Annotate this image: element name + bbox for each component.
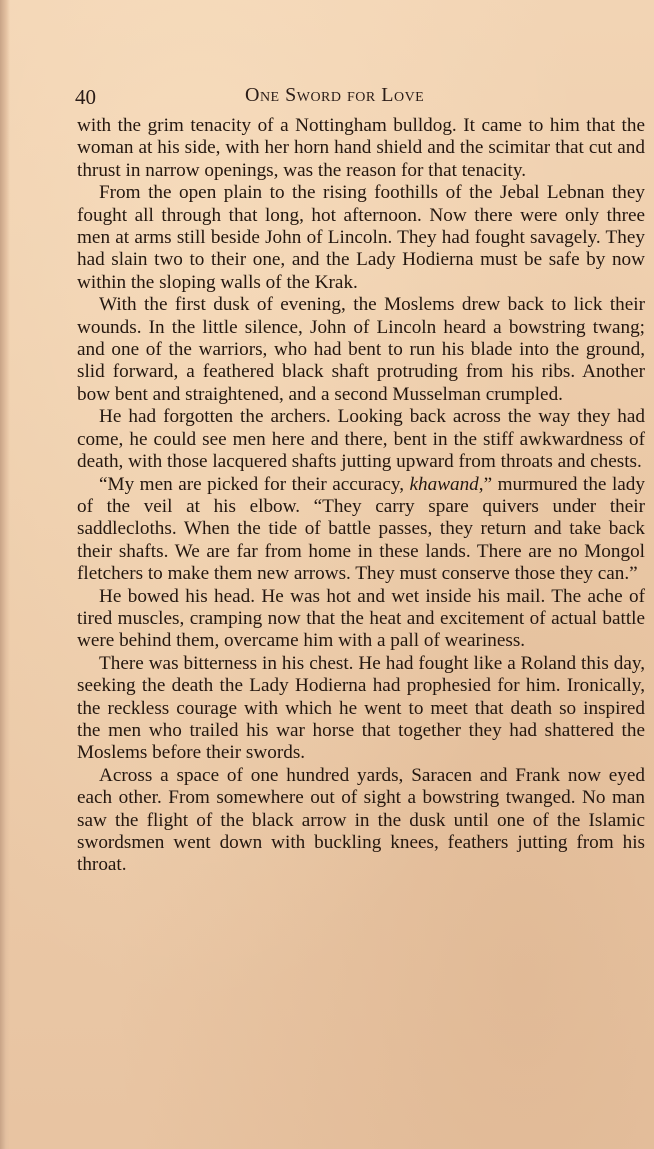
running-title: One Sword for Love — [245, 84, 425, 106]
page-header — [75, 82, 635, 110]
paragraph: with the grim tenacity of a Nottingham bulldog. It came to him that the woman at his side, with her horn hand shield and the scimitar that cut and thrust in narrow openings, was the reason for that tenacity. — [77, 115, 645, 181]
italic-term: khawand — [409, 473, 479, 495]
paragraph: He had forgotten the archers. Looking back across the way they had come, he could see men here and there, bent in the stiff awkwardness of death, with those lacquered shafts jutting upward from throats and chests. — [77, 406, 645, 473]
body-text — [77, 115, 645, 877]
paragraph: He bowed his head. He was hot and wet inside his mail. The ache of tired muscles, cramping now that the heat and excitement of actual battle were behind them, overcame him with a pall of weariness. — [77, 585, 645, 652]
paragraph: With the first dusk of evening, the Moslems drew back to lick their wounds. In the little silence, John of Lincoln heard a bowstring twang; and one of the warriors, who had bent to run his blade into the ground, slid forward, a feathered black shaft protruding from his ribs. Another bow bent and straightened, and a second Musselman crumpled. — [77, 294, 645, 405]
paragraph: From the open plain to the rising foothills of the Jebal Lebnan they fought all through that long, hot afternoon. Now there were only three men at arms still beside John of Lincoln. They had fought savagely. They had slain two to their one, and the Lady Hodierna must be safe by now within the sloping walls of the Krak. — [77, 182, 645, 293]
paragraph: Across a space of one hundred yards, Saracen and Frank now eyed each other. From somewhere out of sight a bowstring twanged. No man saw the flight of the black arrow in the dusk until one of the Islamic swordsmen went down with buckling knees, feathers jutting from his throat. — [77, 764, 645, 876]
paragraph: There was bitterness in his chest. He had fought like a Roland this day, seeking the death the Lady Hodierna had prophesied for him. Ironically, the reckless courage with which he went to meet that death so inspired the men who trailed his war horse that together they had shattered the Moslems before their swords. — [77, 652, 645, 764]
paragraph: “My men are picked for their accuracy, khawand,” murmured the lady of the veil at his elbow. “They carry spare quivers under their saddlecloths. When the tide of battle passes, they return and take back their shafts. We are far from home in these lands. There are no Mongol fletchers to make them new arrows. They must conserve those they can.” — [77, 473, 645, 585]
page-number: 40 — [75, 85, 96, 109]
page-binding-edge — [0, 0, 10, 1149]
